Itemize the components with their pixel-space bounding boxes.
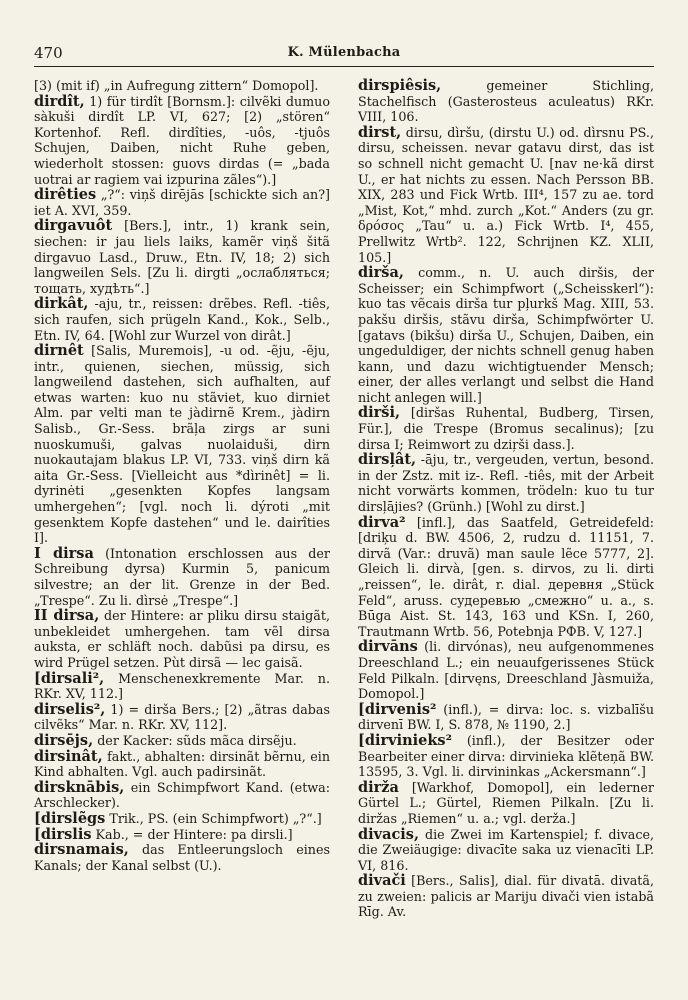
entry-headword: [dirslẽgs bbox=[34, 809, 106, 827]
dictionary-entry bbox=[34, 343, 330, 546]
dictionary-entry bbox=[358, 873, 654, 920]
entry-body: (infl.), = dirva: loc. s. vizbalīšu dirvenī BW. I, S. 878, № 1190, 2.] bbox=[358, 701, 654, 733]
entry-body: [infl.], das Saatfeld, Getreidefeld: [driķu d. BW. 4506, 2, rudzu d. 11151, 7. dirvã (Var.: druvã) man saule lẽce 5777, 2]. Gleich li. dirvà, [gen. s. dirvos, zu li. dirti „reissen“, le. dirât, r. dial. дерeвня „Stück Feld“, aruss. сyдерeвью „смежно“ u. a., s. Būga Aist. St. 143, 163 und KSn. I, 260, Trautmann Wrtb. 56, Potebnja РФВ. V, 127.] bbox=[358, 514, 654, 639]
entry-body: 1) = dirša Bers.; [2) „ãtras dabas cilvẽks“ Mar. n. RKr. XV, 112]. bbox=[34, 701, 330, 733]
page-header bbox=[34, 44, 654, 67]
entry-headword: dirža bbox=[358, 778, 399, 796]
entry-headword: II dirsa, bbox=[34, 607, 100, 625]
running-head: K. Mülenbacha bbox=[287, 45, 401, 60]
entry-headword: dirsinât, bbox=[34, 747, 103, 765]
entry-headword: dirêties bbox=[34, 186, 97, 204]
dictionary-entry bbox=[358, 265, 654, 405]
entry-headword: I dirsa bbox=[34, 544, 94, 562]
dictionary-entry bbox=[358, 515, 654, 640]
entry-body: das Entleerungsloch eines Kanals; der Kanal selbst (U.). bbox=[34, 842, 330, 873]
dictionary-entry bbox=[34, 78, 330, 94]
entry-body: (Intonation erschlossen aus der Schreibung dyrsa) Kurmin 5, panicum silvestre; an der lit. Grenze in der Bed. „Trespe“. Zu li. dìrsė „Trespe“.] bbox=[34, 545, 330, 608]
entry-body: [diršas Ruhental, Budberg, Tirsen, Für.], die Trespe (Bromus secalinus); [zu dirsa I; Reimwort zu dziŗši dass.]. bbox=[358, 405, 654, 452]
dictionary-entry bbox=[358, 405, 654, 452]
entry-headword: divacis, bbox=[358, 825, 420, 843]
dictionary-entry bbox=[358, 780, 654, 827]
entry-headword: dirnêt bbox=[34, 342, 84, 360]
entry-headword: [dirvinieks² bbox=[358, 731, 452, 749]
entry-headword: dirselis², bbox=[34, 700, 106, 718]
dictionary-entry bbox=[34, 780, 330, 811]
dictionary-entry bbox=[34, 811, 330, 827]
dictionary-entry bbox=[34, 733, 330, 749]
entry-headword: dirspiêsis, bbox=[358, 77, 442, 94]
dictionary-entry bbox=[34, 671, 330, 702]
dictionary-entry bbox=[34, 94, 330, 188]
dictionary-entry bbox=[358, 452, 654, 514]
entry-headword: dirsļât, bbox=[358, 451, 417, 469]
entry-body: der Kacker: sũds mãca dirsẽju. bbox=[97, 732, 297, 748]
entry-body: fakt., abhalten: dirsinãt bẽrnu, ein Kind abhalten. Vgl. auch padirsinãt. bbox=[34, 748, 330, 780]
entry-body: Kab., = der Hintere: pa dirsli.] bbox=[95, 826, 293, 842]
entry-body: die Zwei im Kartenspiel; f. divace, die Zweiäugige: divacīte saka uz vienacīti LP. VI, 816. bbox=[358, 826, 654, 873]
dictionary-entry bbox=[34, 218, 330, 296]
entry-headword: dirgavuôt bbox=[34, 217, 113, 235]
entry-headword: dirša, bbox=[358, 264, 404, 282]
dictionary-entry bbox=[358, 733, 654, 780]
entry-body: Menschenexkremente Mar. n. RKr. XV, 112.] bbox=[34, 670, 330, 702]
dictionary-entry bbox=[34, 608, 330, 670]
dictionary-entry bbox=[34, 842, 330, 873]
page-number: 470 bbox=[34, 44, 63, 62]
entry-body: (li. dirvónas), neu aufgenommenes Dreeschland L.; ein neuaufgerissenes Stück Feld Pilkaln. [dirvęns, Dreeschland Jàsmuiža, Domopol.] bbox=[358, 639, 654, 702]
entry-headword: [dirslis bbox=[34, 825, 92, 843]
entry-body: (infl.), der Besitzer oder Bearbeiter einer dirva: dirvinieka klẽtеņã BW. 13595, 3. Vgl. li. dirvininkas „Ackersmann“.] bbox=[358, 732, 654, 780]
dictionary-entry bbox=[358, 78, 654, 125]
entry-body: -aju, tr., reissen: drẽbes. Refl. -tiês, sich raufen, sich prügeln Kand., Kok., Selb., Etn. IV, 64. [Wohl zur Wurzel von dirât.] bbox=[34, 296, 330, 343]
entry-body: „?“: viņš dirējās [schickte sich an?] iet A. XVI, 359. bbox=[34, 187, 330, 218]
dictionary-entry bbox=[358, 827, 654, 874]
entry-body: comm., n. U. auch diršis, der Scheisser; ein Schimpfwort („Scheisskerl“): kuo tas vẽcais dirša tur pļurkš Mag. XIII, 53. pakšu diršis, stãvu dirša, Schimpfwörter U. [gatavs (bikšu) dirša U., Schujen, Daiben, ein ungeduldiger, der nichts schnell genug haben kann, und dazu wichtigtuender Mensch; einer, der alles verlangt und selbst die Hand nicht anlegen will.] bbox=[358, 265, 654, 405]
entry-body: ein Schimpfwort Kand. (etwa: Arschlecker). bbox=[34, 779, 330, 811]
entry-headword: dirdît, bbox=[34, 92, 85, 110]
entry-headword: [dirsali², bbox=[34, 669, 105, 687]
dictionary-entry bbox=[358, 125, 654, 265]
dictionary-entry bbox=[34, 749, 330, 780]
right-column bbox=[358, 78, 654, 920]
entry-headword: dirsējs, bbox=[34, 731, 94, 749]
dictionary-entry bbox=[34, 546, 330, 608]
entry-body: [Bers.], intr., 1) krank sein, siechen: ir jau liels laiks, kamẽr viņš šitã dirgavuo Lasd., Druw., Etn. IV, 18; 2) sich langweilen Sels. [Zu li. dirgti „ослабляться; тощать, худѣть“.] bbox=[34, 218, 330, 296]
entry-body: gemeiner Stichling, Stachelfisch (Gasterosteus aculeatus) RKr. VIII, 106. bbox=[358, 78, 654, 125]
entry-body: [Salis, Muremois], -u od. -ẽju, -ẽju, intr., quienen, siechen, müssig, sich langweilend dastehen, sich aufhalten, auf etwas warten: kuo nu stãviet, kuo dirniet Alm. par velti man te jàdirnẽ Krem., jàdirn Salisb., Gr.-Sess. brãļa zirgs ar suni nuoskumuši, galvas nuolaiduši, dirn nuokautajam blakus LP. VI, 733. viņš dirn kã aita Gr.-Sess. [Vielleicht aus *dìrinêt] = li. dyrinėti „gesenkten Kopfes langsam umhergehen“; [vgl. noch li. dýroti „mit gesenktem Kopfe dastehen“ und le. dairîties I]. bbox=[34, 343, 330, 546]
entry-headword: divači bbox=[358, 872, 406, 890]
entry-body: der Hintere: ar pliku dirsu staigãt, unbekleidet umhergehen. tam vẽl dirsa auksta, er schläft noch. dabũsi pa dirsu, es wird Prügel setzen. Pùt dirsã — lec gaisã. bbox=[34, 608, 330, 670]
entry-body: 1) für tirdît [Bornsm.]: cilvẽki dumuo sàkuši dirdît LP. VI, 627; [2) „stören“ Kortenhof. Refl. dirdîties, -uôs, -tjuôs Schujen, Daiben, nicht Ruhe geben, wiederholt stossen: guovs dirdas (= „bada uotrai ar ragiem vai izpurina zãles“).] bbox=[34, 93, 330, 187]
dictionary-entry bbox=[34, 296, 330, 343]
entry-body: [Bers., Salis], dial. für divatā. divatã, zu zweien: palicis ar Mariju divači vien istabã Rīg. Av. bbox=[358, 873, 654, 920]
entry-body: dirsu, dìršu, (dirstu U.) od. dìrsnu PS., dirsu, scheissen. nevar gatavu dirst, das ist so schnell nicht gemacht U. [nav ne·kã dirst U., er hat nichts zu essen. Nach Persson BB. XIX, 283 und Fick Wrtb. III⁴, 157 zu ae. tord „Mist, Kot,“ mhd. zurch „Kot.“ Anders (zu gr. δρόσος „Tau“ u. a.) Fick Wrtb. I⁴, 455, Prellwitz Wrtb². 122, Schrijnen KZ. XLII, 105.] bbox=[358, 124, 654, 265]
dictionary-entry bbox=[34, 827, 330, 843]
entry-body: -āju, tr., vergeuden, vertun, besond. in der Zstz. mit iz-. Refl. -tiês, mit der Arbeit nicht vorwärts kommen, trödeln: kuo tu tur dirsļājies? (Grünh.) [Wohl zu dirst.] bbox=[358, 452, 654, 515]
entry-headword: dirkât, bbox=[34, 295, 89, 313]
entry-headword: [dirvenis² bbox=[358, 700, 437, 718]
entry-body: [Warkhof, Domopol], ein lederner Gürtel L.; Gürtel, Riemen Pilkaln. [Zu li. diržas „Riemen“ u. a.; vgl. derža.] bbox=[358, 779, 654, 826]
dictionary-entry bbox=[358, 639, 654, 701]
entry-headword: dirst, bbox=[358, 123, 402, 141]
dictionary-entry bbox=[34, 187, 330, 218]
entry-body: Trik., PS. (ein Schimpfwort) „?“.] bbox=[109, 810, 322, 826]
entry-headword: dirsknābis, bbox=[34, 778, 125, 796]
dictionary-entry bbox=[34, 702, 330, 733]
entry-headword: dirva² bbox=[358, 513, 406, 531]
left-column bbox=[34, 78, 330, 873]
entry-headword: dirsnamais, bbox=[34, 841, 129, 859]
entry-headword: dirši, bbox=[358, 404, 401, 422]
entry-body: [3) (mit if) „in Aufregung zittern“ Domopol]. bbox=[34, 78, 319, 93]
dictionary-entry bbox=[358, 702, 654, 733]
entry-headword: dirvāns bbox=[358, 638, 418, 656]
